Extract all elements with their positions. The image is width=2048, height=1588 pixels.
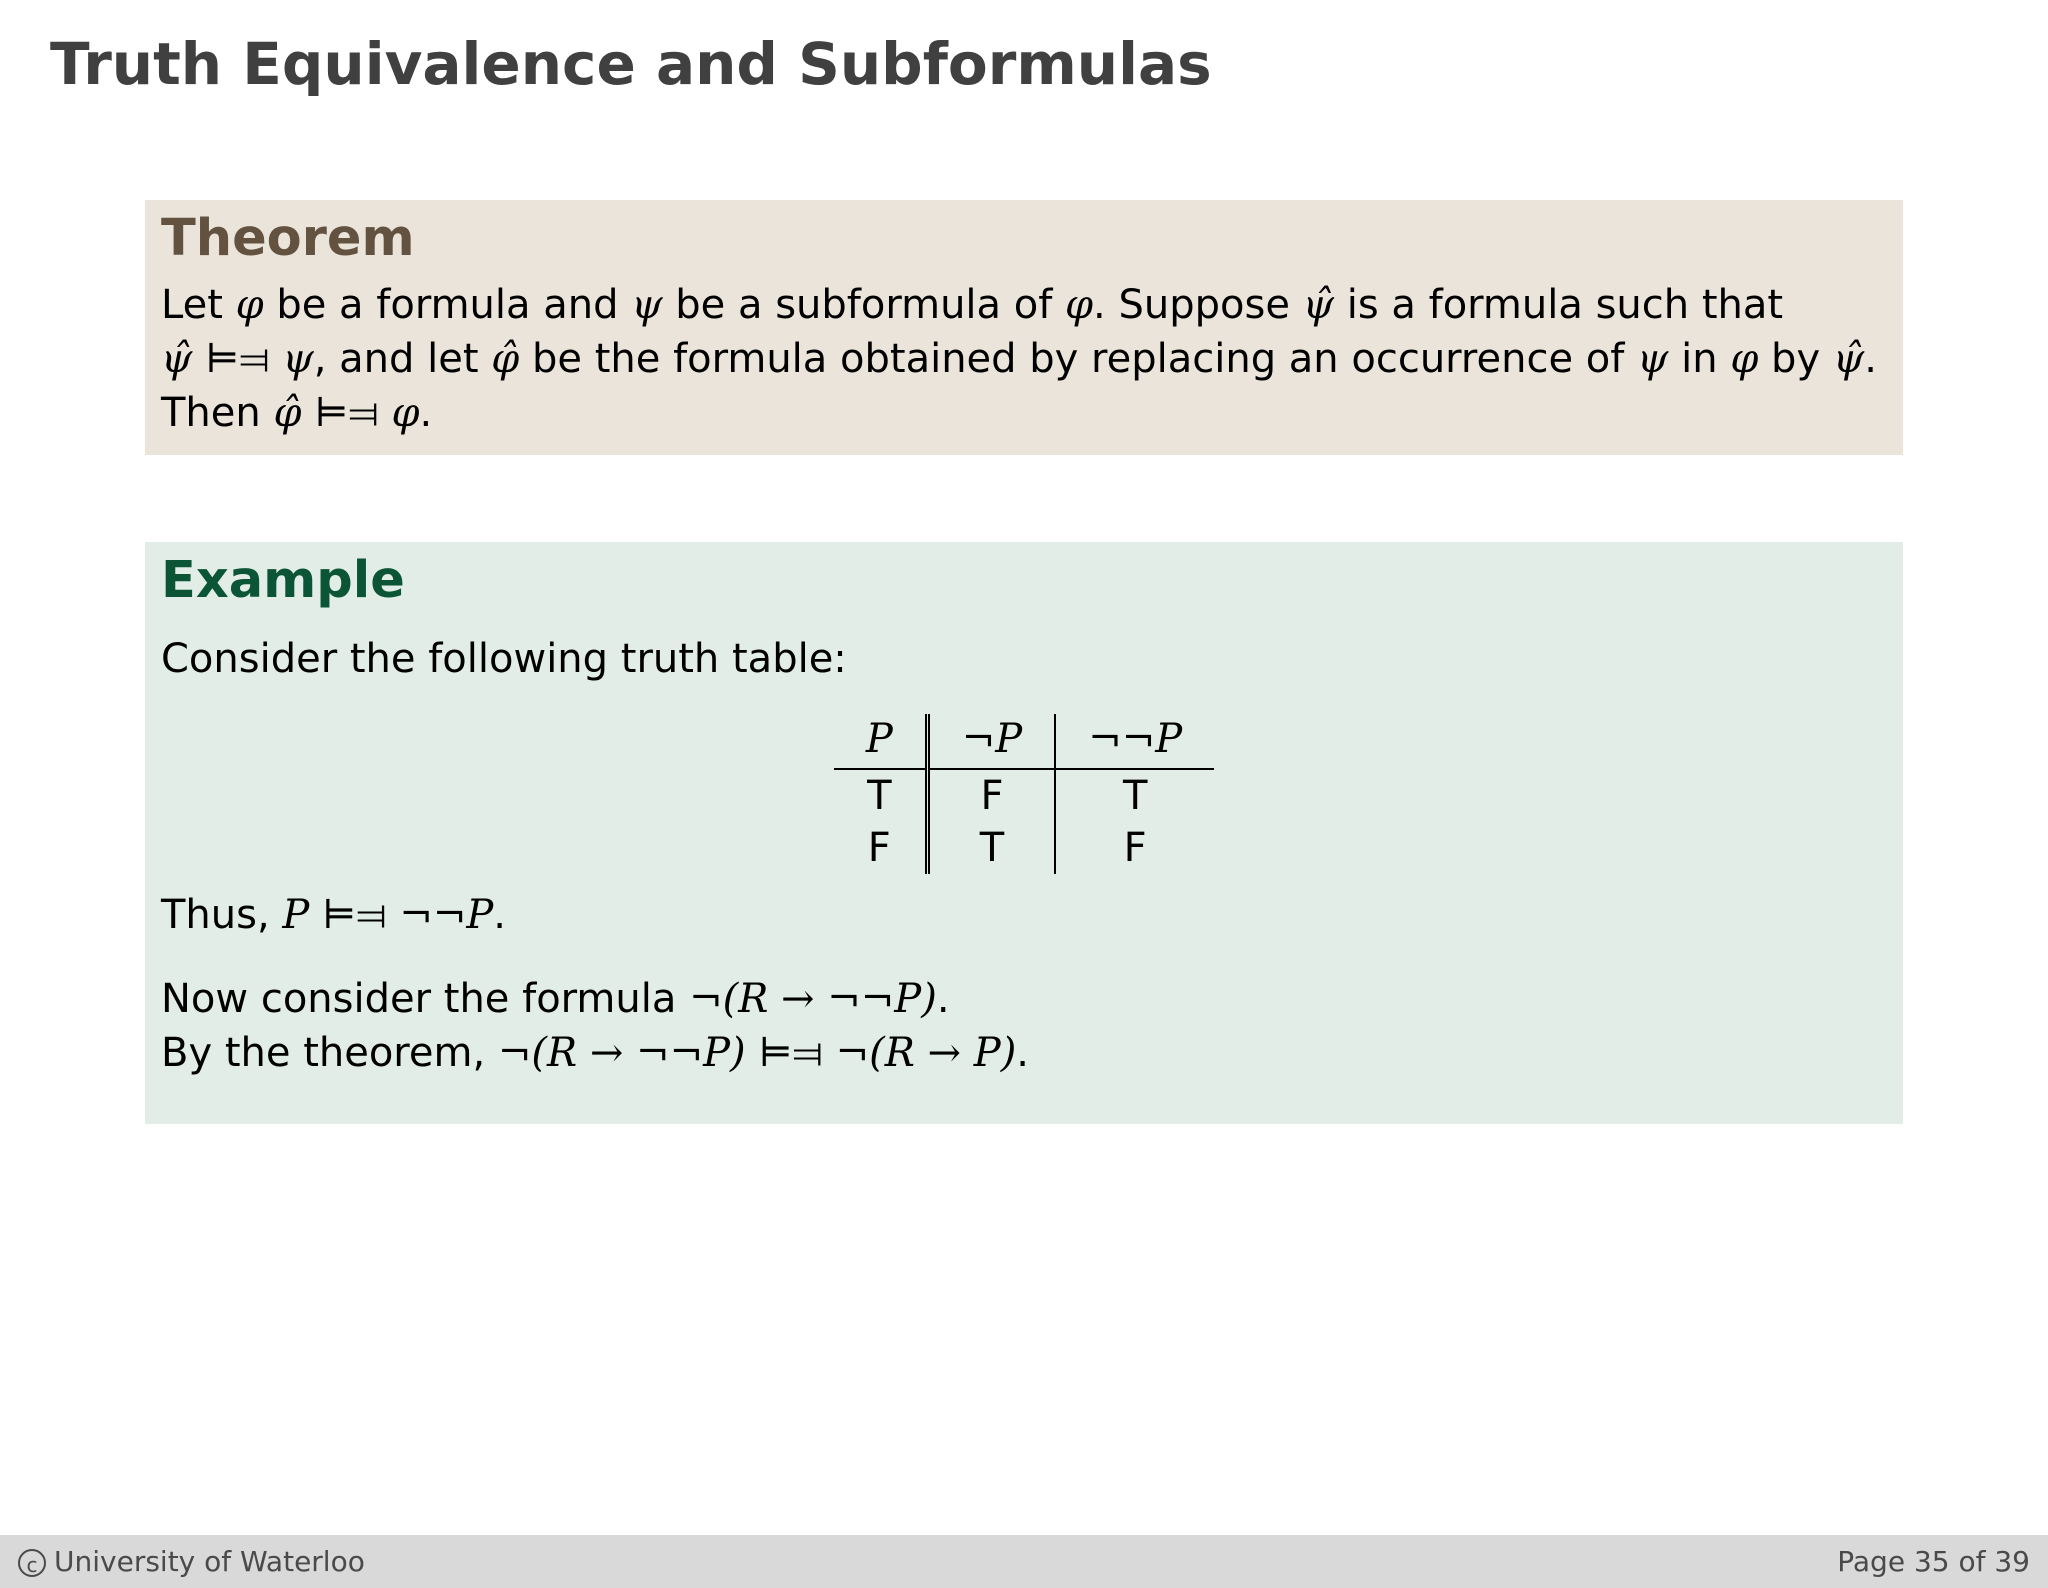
theorem-line-3 [161,386,1887,440]
math-phi: φ [1065,282,1094,328]
example-intro: Consider the following truth table: [161,636,847,682]
footer-left [18,1535,365,1588]
example-thus [161,888,1887,942]
table-row [834,822,1214,874]
text-run: . [493,892,506,938]
math-equiv: ⊨⫤ [745,1030,836,1076]
example-by-theorem [161,1026,1887,1080]
theorem-line-2 [161,332,1887,386]
math-psi: ψ [631,282,663,328]
example-block [145,542,1903,1124]
math-psi-hat: ψ̂ [1302,282,1335,328]
text-run: , and let [313,336,492,382]
math-expr: ¬(R → ¬¬P) [497,1030,746,1076]
math-equiv: ⊨⫤ [309,892,400,938]
math-phi: φ [235,282,264,328]
table-cell: T [1122,773,1148,819]
table-cell: F [1123,825,1147,871]
page-number: Page 35 of 39 [1837,1545,2030,1578]
math-equiv: ⊨⫤ [192,336,283,382]
text-run: By the theorem, [161,1030,498,1076]
truth-table [834,714,1214,874]
math-equiv: ⊨⫤ [301,390,392,436]
text-run: . [1864,336,1877,382]
text-run: Thus, [161,892,283,938]
math-expr: P [282,892,310,938]
table-cell: F [927,769,1055,822]
math-phi: φ [391,390,420,436]
text-run: Then [161,390,274,436]
math-psi-hat: ψ̂ [161,336,193,382]
example-now [161,972,1887,1026]
slide-title: Truth Equivalence and Subformulas [50,30,1212,98]
text-run: . Suppose [1093,282,1303,328]
theorem-block [145,200,1903,455]
math-psi: ψ [282,336,314,382]
table-row [834,769,1214,822]
text-run: Now consider the formula [161,976,690,1022]
math-expr: ¬(R → P) [835,1030,1017,1076]
table-cell: T [927,822,1055,874]
theorem-body [161,278,1887,440]
text-run: . [1016,1030,1030,1076]
theorem-line-1 [161,278,1887,332]
text-run: be the formula obtained by replacing an occurrence of [519,336,1638,382]
text-run: . [936,976,950,1022]
math-phi-hat: φ̂ [491,336,520,382]
table-cell: T [834,769,927,822]
text-run: . [419,390,433,436]
math-psi: ψ [1637,336,1669,382]
math-phi: φ [1730,336,1759,382]
column-header: ¬P [927,714,1055,769]
column-header: ¬¬P [1055,714,1214,769]
math-phi-hat: φ̂ [273,390,302,436]
text-run: be a formula and [263,282,632,328]
text-run: be a subformula of [662,282,1066,328]
column-header: P [834,714,927,769]
text-run: by [1758,336,1833,382]
text-run: Let [161,282,236,328]
table-cell: F [834,822,927,874]
text-run: in [1668,336,1731,382]
example-heading: Example [161,551,405,610]
footer-bar [0,1535,2048,1588]
copyright-icon: c [18,1549,46,1577]
math-expr: ¬¬P [399,892,494,938]
footer-institution: University of Waterloo [54,1545,365,1578]
math-expr: ¬(R → ¬¬P) [689,976,937,1022]
theorem-heading: Theorem [161,209,415,268]
math-psi-hat: ψ̂ [1832,336,1865,382]
table-header-row [834,714,1214,769]
example-body [161,632,1887,1080]
text-run: is a formula such that [1334,282,1784,328]
